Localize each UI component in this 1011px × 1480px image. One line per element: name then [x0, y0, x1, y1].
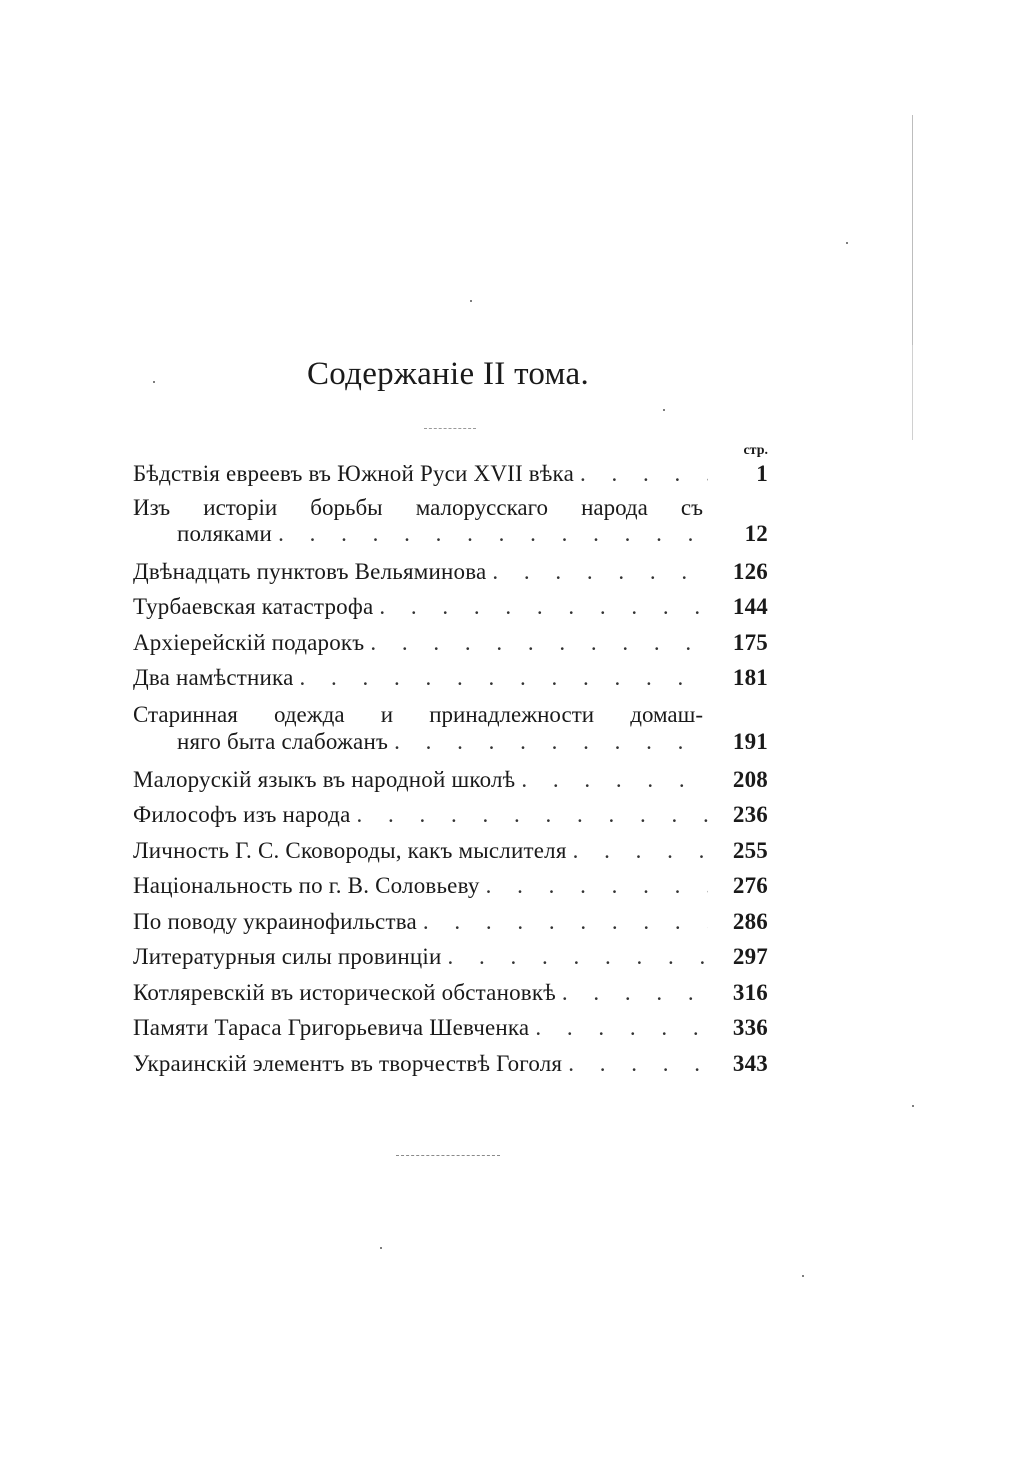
dot-leader [357, 797, 709, 833]
scan-speck [802, 1275, 804, 1277]
scan-speck [846, 242, 848, 244]
dot-leader [278, 519, 708, 549]
toc-entry-title-line1: Старинная одежда и принадлежности домаш- [133, 701, 703, 727]
dot-leader [370, 625, 708, 661]
toc-entry-title: Двѣнадцать пунктовъ Вельяминова [133, 558, 487, 584]
scan-speck [663, 409, 665, 411]
scan-speck [380, 1247, 382, 1249]
toc-entry-title: По поводу украинофильства [133, 908, 417, 934]
toc-entry-page: 336 [732, 1015, 768, 1040]
toc-entry-title: Архіерейскій подарокъ [133, 629, 365, 655]
toc-entry-page: 181 [732, 665, 768, 690]
toc-entry-page: 316 [732, 979, 768, 1005]
toc-entry-title: Литературныя силы провинціи [133, 944, 442, 969]
toc-entry-title: Бѣдствія евреевъ въ Южной Руси XVII вѣка [133, 461, 574, 486]
toc-entry-page: 12 [744, 520, 768, 546]
toc-entry-title: Два намѣстника [133, 665, 294, 690]
toc-entry [133, 456, 768, 492]
toc-entry-title: Турбаевская катастрофа [133, 594, 374, 619]
table-of-contents [133, 456, 768, 1081]
toc-entry [133, 492, 768, 554]
toc-entry-title: Украинскій элементъ въ творчествѣ Гоголя [133, 1050, 563, 1076]
toc-entry-page: 286 [732, 908, 768, 934]
dot-leader [521, 762, 708, 798]
dot-leader [379, 589, 708, 625]
page-title: Содержаніе II тома. [306, 356, 589, 392]
toc-entry-page: 191 [732, 728, 768, 754]
toc-entry [133, 868, 768, 904]
scan-speck [470, 300, 472, 302]
toc-entry [133, 975, 768, 1011]
dot-leader [580, 456, 708, 492]
dot-leader [535, 1010, 708, 1046]
toc-entry-page: 144 [732, 594, 768, 619]
toc-entry [133, 797, 768, 833]
toc-entry-page: 255 [732, 837, 768, 863]
toc-entry [133, 696, 768, 762]
toc-entry [133, 762, 768, 798]
toc-entry-page: 208 [732, 766, 768, 792]
page-edge-line [912, 115, 913, 345]
toc-entry-title: Памяти Тараса Григорьевича Шевченка [133, 1015, 530, 1040]
dot-leader [492, 554, 708, 590]
dot-leader [394, 727, 708, 757]
toc-entry-page: 343 [732, 1050, 768, 1076]
toc-entry [133, 833, 768, 869]
toc-entry [133, 625, 768, 661]
dot-leader [573, 833, 708, 869]
dot-leader [562, 975, 708, 1011]
toc-entry [133, 1046, 768, 1082]
toc-entry [133, 660, 768, 696]
toc-entry-page: 175 [732, 629, 768, 655]
dot-leader [423, 904, 708, 940]
toc-entry [133, 1010, 768, 1046]
dot-leader [486, 868, 708, 904]
toc-entry [133, 554, 768, 590]
dot-leader [568, 1046, 708, 1082]
toc-entry-page: 126 [732, 558, 768, 584]
toc-entry-title: Котляревскій въ исторической обстановкѣ [133, 979, 556, 1005]
scan-speck [912, 1105, 914, 1107]
toc-entry-page: 236 [732, 802, 768, 827]
toc-entry-title: Философъ изъ народа [133, 802, 351, 827]
toc-entry-page: 1 [756, 461, 768, 486]
toc-entry [133, 904, 768, 940]
toc-entry-title-line2: поляками [177, 520, 273, 546]
toc-entry-title-line1: Изъ исторіи борьбы малорусскаго народа съ [133, 494, 703, 520]
toc-entry [133, 939, 768, 975]
title-divider [424, 428, 476, 429]
page-edge-line-lower [912, 345, 913, 440]
toc-entry-title-line2: няго быта слабожанъ [177, 728, 389, 754]
toc-entry-page: 276 [732, 873, 768, 898]
bottom-divider [396, 1155, 500, 1156]
toc-entry-page: 297 [732, 944, 768, 969]
toc-entry-title: Національность по г. В. Соловьеву [133, 873, 480, 898]
toc-entry [133, 589, 768, 625]
page-column-label: стр. [743, 443, 768, 458]
dot-leader [299, 660, 708, 696]
toc-entry-title: Малорускій языкъ въ народной школѣ [133, 766, 516, 792]
dot-leader [448, 939, 708, 975]
toc-entry-title: Личность Г. С. Сковороды, какъ мыслителя [133, 837, 567, 863]
